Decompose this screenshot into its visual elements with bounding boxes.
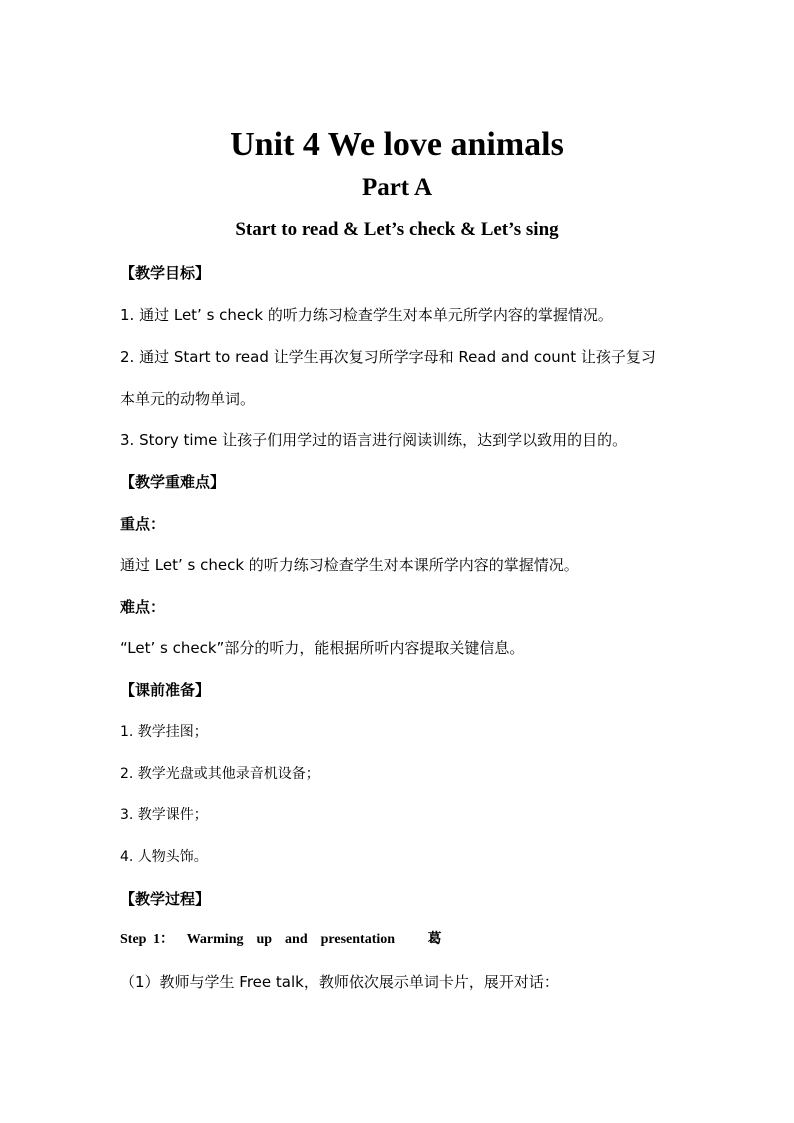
preparation-item: 2. 教学光盘或其他录音机设备； xyxy=(120,766,320,782)
objective-item: 1. 通过 Let’ s check 的听力练习检查学生对本单元所学内容的掌握情况。 xyxy=(120,306,613,324)
difficulty-text: “Let’ s check”部分的听力，能根据所听内容提取关键信息。 xyxy=(120,639,525,657)
page-title: Unit 4 We love animals xyxy=(230,126,564,163)
preparation-item: 4. 人物头饰。 xyxy=(120,849,208,865)
step1-heading: Step 1： Warming up and presentation 葛 xyxy=(120,932,442,947)
focus-text: 通过 Let’ s check 的听力练习检查学生对本课所学内容的掌握情况。 xyxy=(120,556,579,574)
difficulty-label: 难点： xyxy=(120,598,166,616)
preparation-item: 1. 教学挂图； xyxy=(120,724,208,740)
preparation-heading: 【课前准备】 xyxy=(120,681,211,699)
key-points-heading: 【教学重难点】 xyxy=(120,473,226,491)
objective-item: 本单元的动物单词。 xyxy=(120,390,256,408)
focus-label: 重点： xyxy=(120,515,166,533)
section-title: Start to read & Let’s check & Let’s sing xyxy=(235,219,559,240)
preparation-item: 3. 教学课件； xyxy=(120,807,208,823)
step1-item: （1）教师与学生 Free talk，教师依次展示单词卡片，展开对话： xyxy=(120,973,559,991)
objective-item: 3. Story time 让孩子们用学过的语言进行阅读训练，达到学以致用的目的。 xyxy=(120,431,628,449)
objective-item: 2. 通过 Start to read 让学生再次复习所学字母和 Read and count 让孩子复习 xyxy=(120,348,656,366)
objectives-heading: 【教学目标】 xyxy=(120,264,211,282)
process-heading: 【教学过程】 xyxy=(120,890,211,908)
page-subtitle: Part A xyxy=(361,174,433,201)
